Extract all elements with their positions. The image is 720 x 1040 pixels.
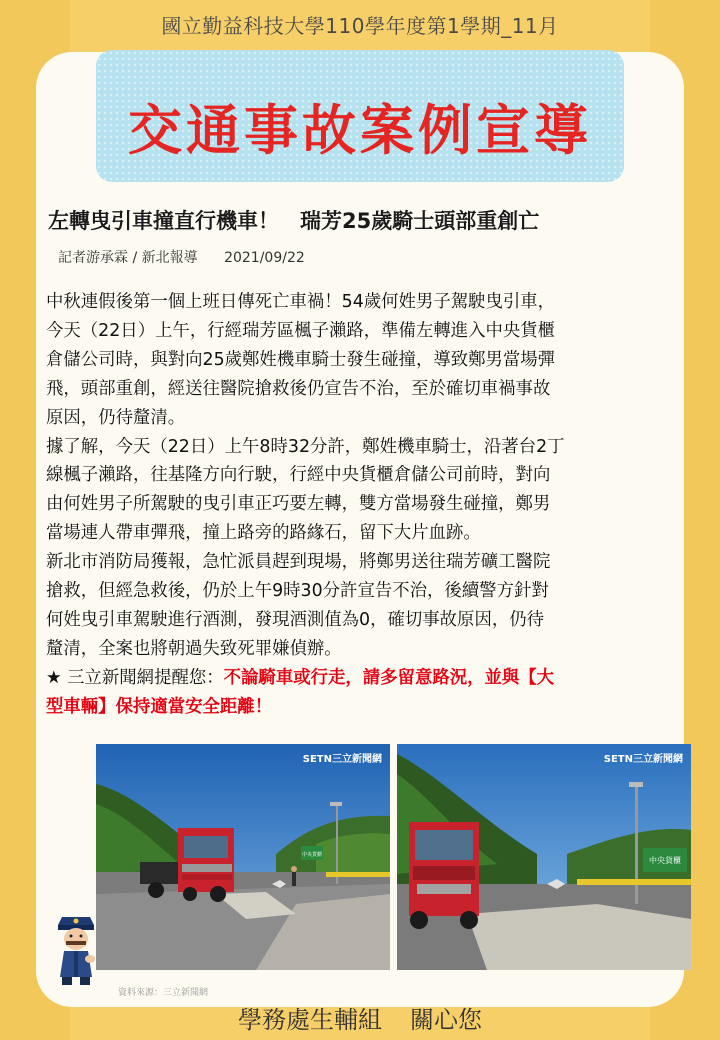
source-credit: 資料來源：三立新聞網 <box>118 988 209 998</box>
article-line: 何姓曳引車駕駛進行酒測，發現酒測值為0，確切事故原因，仍待 <box>46 609 545 630</box>
article-line: 由何姓男子所駕駛的曳引車正巧要左轉，雙方當場發生碰撞，鄭男 <box>46 494 551 515</box>
article-line: 當場連人帶車彈飛，撞上路旁的路緣石，留下大片血跡。 <box>46 523 481 544</box>
footer-dept: 學務處生輔組 <box>238 1006 382 1034</box>
article-body <box>46 288 676 722</box>
accident-scene-right <box>397 744 691 970</box>
article-line: 新北市消防局獲報，急忙派員趕到現場，將鄭男送往瑞芳礦工醫院 <box>46 552 551 573</box>
footer-signature <box>0 1000 720 1035</box>
police-mascot-icon <box>48 907 104 987</box>
left-photo-watermark: SETN三立新聞網 <box>302 754 382 765</box>
accident-scene-left <box>96 744 390 970</box>
road-sign-text: 中央貨櫃 <box>301 852 323 858</box>
byline-reporter: 記者游承霖 / 新北報導 <box>58 250 198 266</box>
banner-title: 交通事故案例宣導 <box>128 99 592 162</box>
reminder-prefix: ★ 三立新聞網提醒您： <box>46 667 224 688</box>
article-line: 原因，仍待釐清。 <box>46 407 186 428</box>
article-line: 線楓子瀨路，往基隆方向行駛，行經中央貨櫃倉儲公司前時，對向 <box>46 465 551 486</box>
article-line: 倉儲公司時，與對向25歲鄭姓機車騎士發生碰撞，導致鄭男當場彈 <box>46 349 556 370</box>
accident-photo-left <box>96 744 390 970</box>
article-line: 飛，頭部重創，經送往醫院搶救後仍宣告不治，至於確切車禍事故 <box>46 378 551 399</box>
reminder-warning: 不論騎車或行走，請多留意路況，並與【大 <box>223 667 555 688</box>
article-line: 中秋連假後第一個上班日傳死亡車禍！54歲何姓男子駕駛曳引車， <box>46 292 556 312</box>
footer-care: 關心您 <box>410 1006 482 1034</box>
right-photo-watermark: SETN三立新聞網 <box>603 754 683 765</box>
safety-reminder <box>46 664 676 693</box>
article-byline <box>58 247 305 267</box>
article-line: 釐清，全案也將朝過失致死罪嫌偵辦。 <box>46 638 342 659</box>
title-banner <box>96 50 624 182</box>
school-title: 國立勤益科技大學110學年度第1學期_11月 <box>161 14 559 38</box>
reminder-warning-cont: 型車輛】保持適當安全距離！ <box>46 696 273 717</box>
article-headline: 左轉曳引車撞直行機車！ 瑞芳25歲騎士頭部重創亡 <box>48 209 540 233</box>
article-line: 今天（22日）上午，行經瑞芳區楓子瀨路，準備左轉進入中央貨櫃 <box>46 320 556 341</box>
accident-photo-right <box>397 744 691 970</box>
road-sign-text: 中央貨櫃 <box>649 856 681 865</box>
byline-date: 2021/09/22 <box>224 250 305 266</box>
article-line: 搶救，但經急救後，仍於上午9時30分許宣告不治，後續警方針對 <box>46 581 549 602</box>
article-line: 據了解，今天（22日）上午8時32分許，鄭姓機車騎士，沿著台2丁 <box>46 436 565 457</box>
